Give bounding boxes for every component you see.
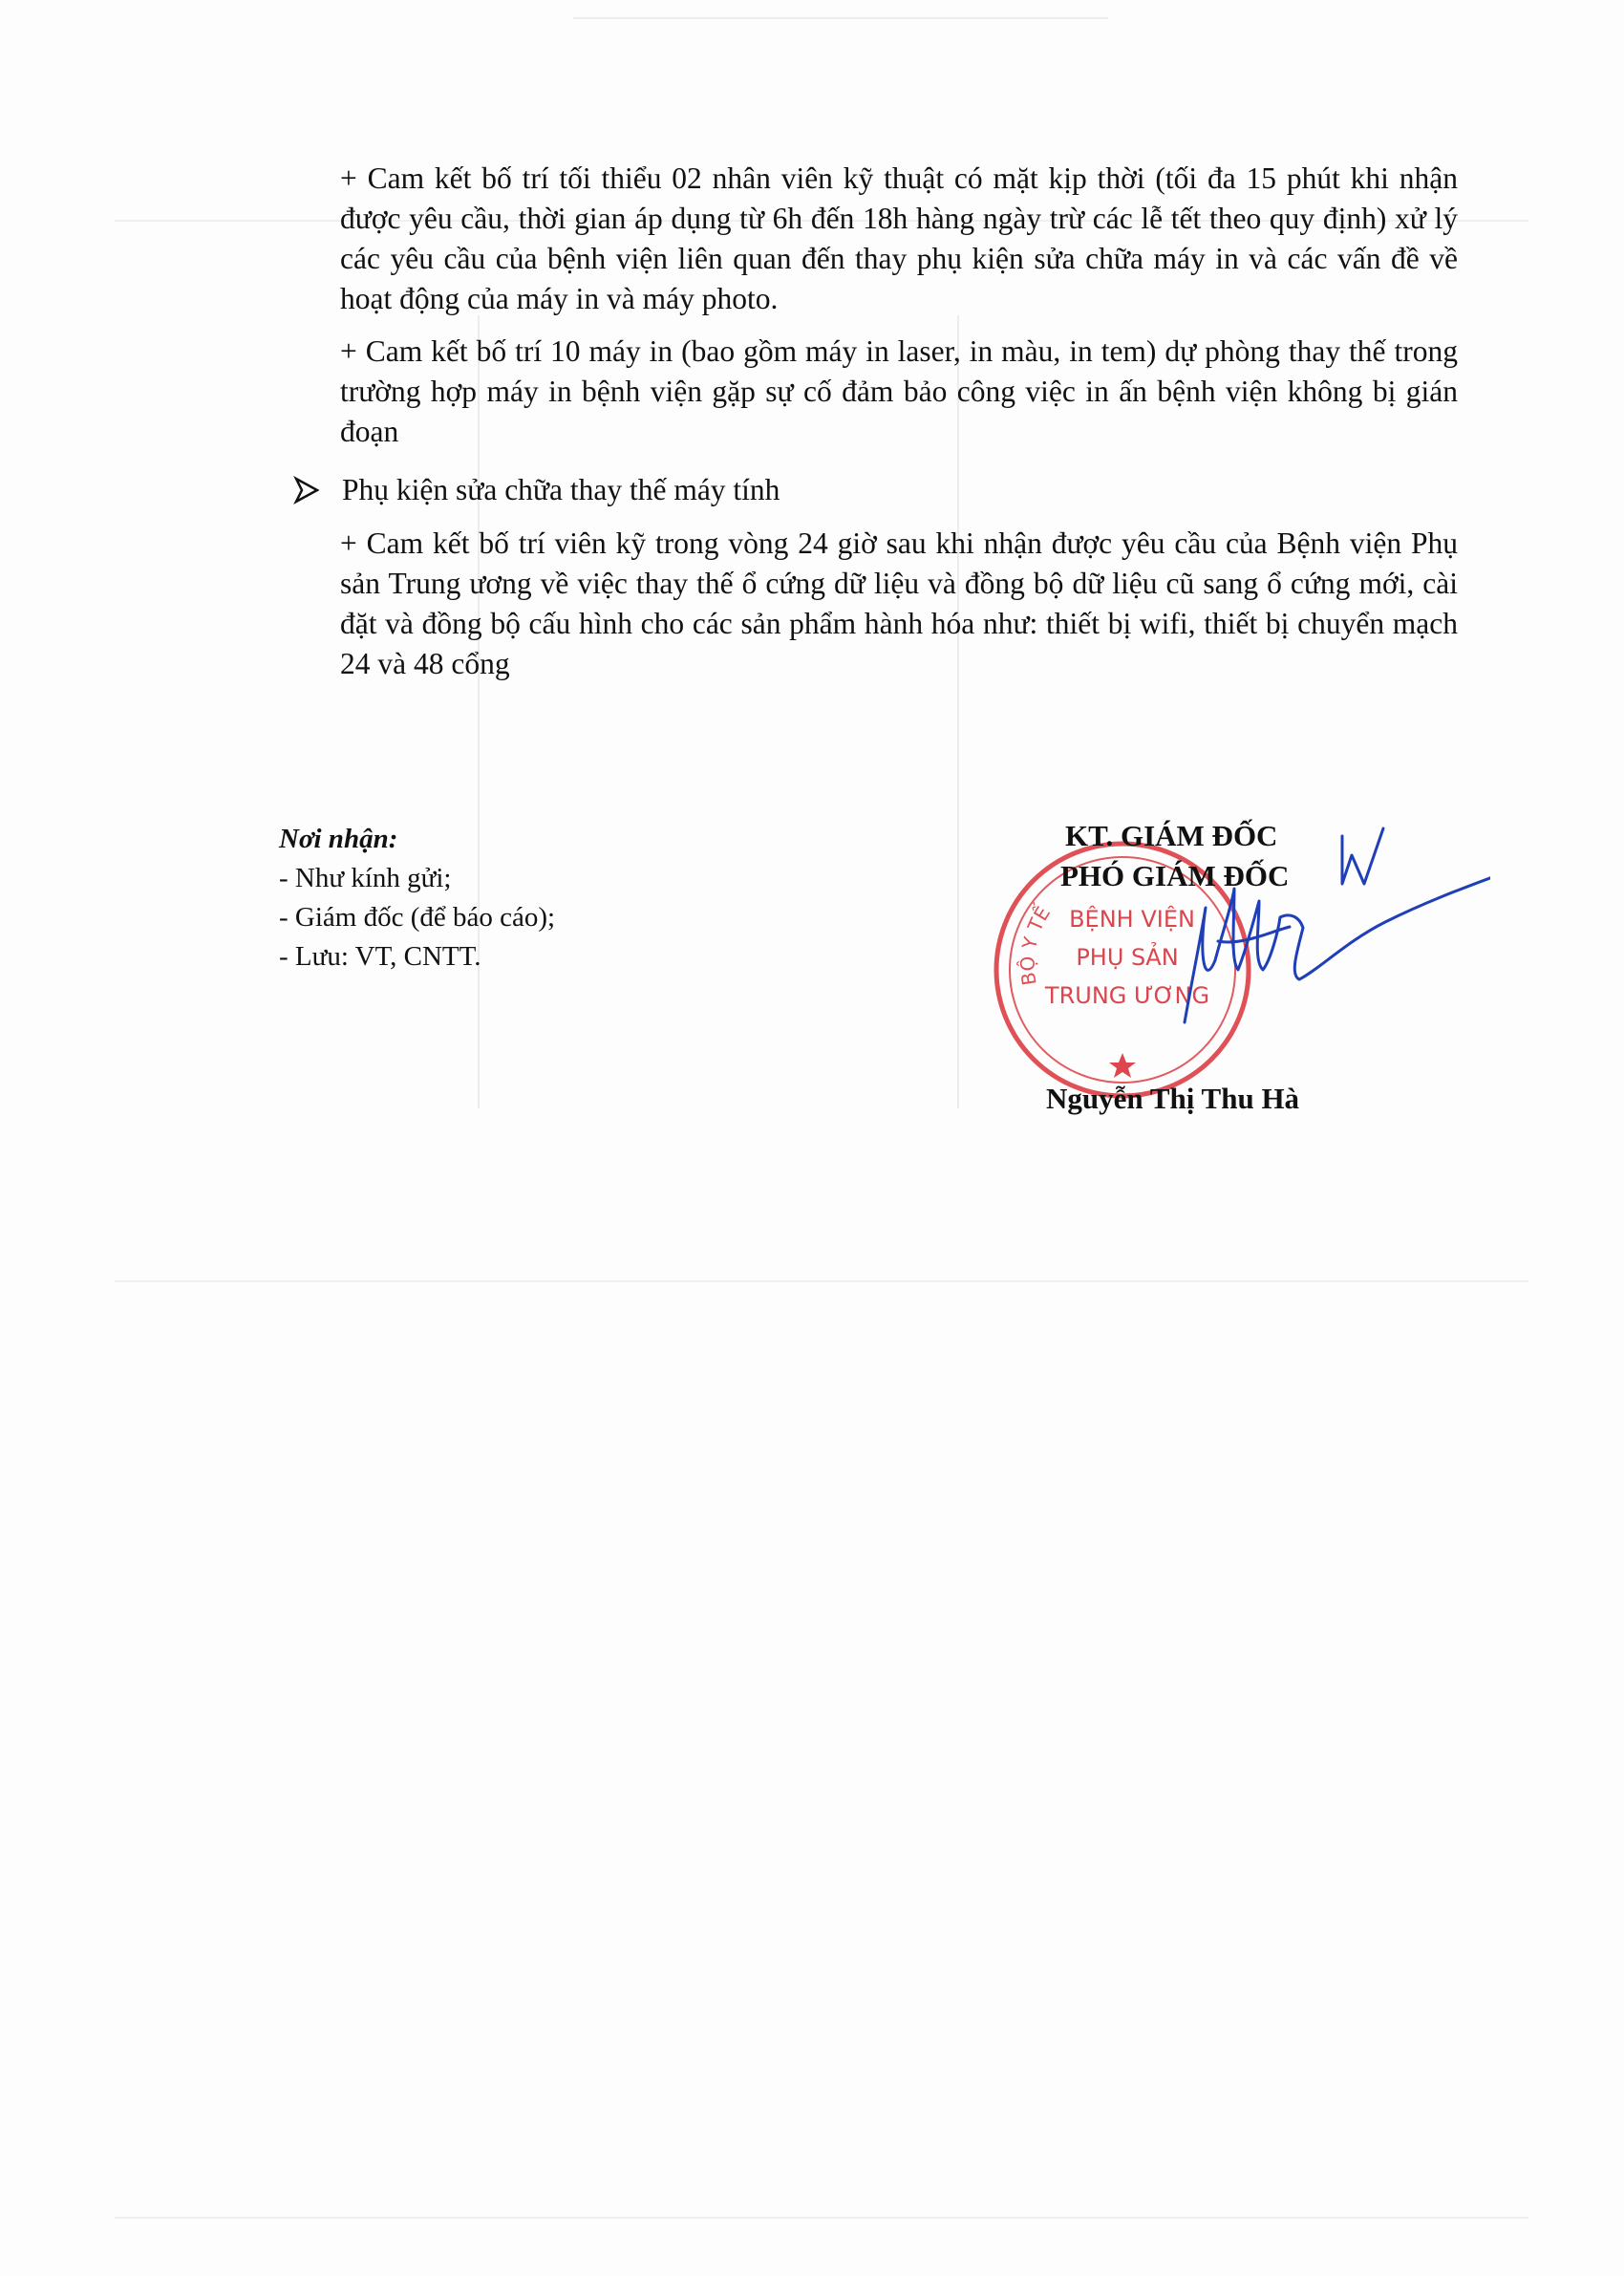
signer-name: Nguyễn Thị Thu Hà bbox=[1046, 1082, 1300, 1115]
seal-text-bottom: TRUNG ƯƠNG bbox=[1044, 982, 1210, 1009]
recipient-item: - Như kính gửi; bbox=[279, 863, 452, 893]
seal-text-mid: PHỤ SẢN bbox=[1076, 944, 1179, 971]
arrow-right-icon bbox=[292, 476, 321, 505]
ghost-line bbox=[115, 2217, 1528, 2219]
paragraph-backup-printers: + Cam kết bố trí 10 máy in (bao gồm máy in laser, in màu, in tem) dự phòng thay thế trong trường hợp máy in bệnh viện gặp sự cố đảm bảo công việc in ấn bệnh viện không bị gián đoạn bbox=[340, 334, 1458, 448]
signature-title-2: PHÓ GIÁM ĐỐC bbox=[1060, 859, 1290, 892]
seal-side-text: BỘ Y TẾ bbox=[1015, 902, 1056, 987]
recipients-block bbox=[279, 820, 555, 977]
top-rule bbox=[573, 17, 1108, 19]
seal-star-icon bbox=[1109, 1053, 1136, 1078]
handwritten-signature bbox=[1146, 817, 1490, 1046]
svg-text:BỘ Y TẾ bbox=[1016, 902, 1056, 987]
recipients-title: Nơi nhận: bbox=[279, 824, 398, 854]
paragraph-printer-technicians: + Cam kết bố trí tối thiểu 02 nhân viên kỹ thuật có mặt kịp thời (tối đa 15 phút khi nhận được yêu cầu, thời gian áp dụng từ 6h đến 18h hàng ngày trừ các lễ tết theo quy định) xử lý các yêu cầu của bệnh viện liên quan đến thay phụ kiện sửa chữa máy in và các vấn đề về hoạt động của máy in và máy photo. bbox=[340, 161, 1458, 315]
recipient-item: - Giám đốc (để báo cáo); bbox=[279, 902, 556, 933]
signature-title-1: KT. GIÁM ĐỐC bbox=[1065, 819, 1278, 852]
bullet-label: Phụ kiện sửa chữa thay thế máy tính bbox=[342, 473, 780, 506]
bullet-computer-parts bbox=[292, 470, 780, 510]
recipient-item: - Lưu: VT, CNTT. bbox=[279, 941, 481, 972]
paragraph-hard-drive-replacement: + Cam kết bố trí viên kỹ trong vòng 24 giờ sau khi nhận được yêu cầu của Bệnh viện Phụ sản Trung ương về việc thay thế ổ cứng dữ liệu và đồng bộ dữ liệu cũ sang ổ cứng mới, cài đặt và đồng bộ cấu hình cho các sản phẩm hành hóa như: thiết bị wifi, thiết bị chuyển mạch 24 và 48 cổng bbox=[340, 526, 1458, 680]
ghost-line bbox=[115, 1280, 1528, 1282]
seal-text-top: BỆNH VIỆN bbox=[1069, 906, 1195, 933]
